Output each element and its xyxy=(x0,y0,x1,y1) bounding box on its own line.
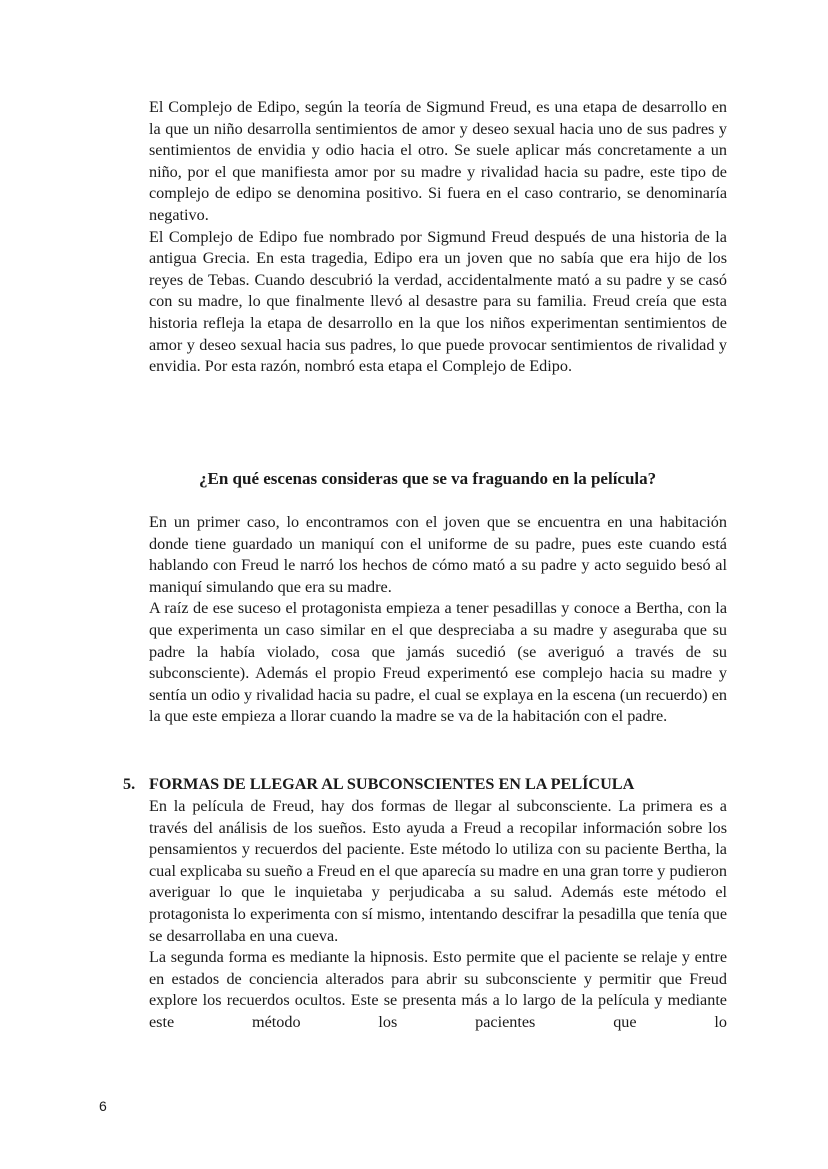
section-paragraph-2: La segunda forma es mediante la hipnosis. Esto permite que el paciente se relaje y entre en estados de conciencia alterados para abrir su subconsciente y permitir que Freud explore los recuerdos ocultos. Este se presenta más a lo largo de la película y mediante este método los pacientes que lo xyxy=(149,948,727,1031)
intro-paragraph-2: El Complejo de Edipo fue nombrado por Sigmund Freud después de una historia de la antigua Grecia. En esta tragedia, Edipo era un joven que no sabía que era hijo de los reyes de Tebas. Cuando descubrió la verdad, accidentalmente mató a su padre y se casó con su madre, lo que finalmente llevó al desastre para su familia. Freud creía que esta historia refleja la etapa de desarrollo en la que los niños experimentan sentimientos de amor y deseo sexual hacia sus padres, lo que puede provocar sentimientos de rivalidad y envidia. Por esta razón, nombró esta etapa el Complejo de Edipo. xyxy=(149,227,727,376)
section-body xyxy=(149,796,727,1034)
question-answer xyxy=(149,512,727,728)
section-heading xyxy=(123,774,743,796)
page-number: 6 xyxy=(99,1098,107,1114)
intro-paragraph-1: El Complejo de Edipo, según la teoría de Sigmund Freud, es una etapa de desarrollo en la que un niño desarrolla sentimientos de amor y deseo sexual hacia uno de sus padres y sentimientos de envidia y odio hacia el otro. Se suele aplicar más concretamente a un niño, por el que manifiesta amor por su madre y rivalidad hacia su padre, este tipo de complejo de edipo se denomina positivo. Si fuera en el caso contrario, se denominaría negativo. xyxy=(149,98,727,224)
section-title: FORMAS DE LLEGAR AL SUBCONSCIENTES EN LA PELÍCULA xyxy=(149,775,635,793)
answer-paragraph-1: En un primer caso, lo encontramos con el joven que se encuentra en una habitación donde tiene guardado un maniquí con el uniforme de su padre, pues este cuando está hablando con Freud le narró los hechos de cómo mató a su padre y acto seguido besó al maniquí simulando que era su madre. xyxy=(149,513,727,596)
section-number: 5. xyxy=(123,775,136,793)
answer-paragraph-2: A raíz de ese suceso el protagonista empieza a tener pesadillas y conoce a Bertha, con la que experimenta un caso similar en el que despreciaba a su madre y aseguraba que su padre la había violado, cosa que jamás sucedió (se averiguó a través de su subconsciente). Además el propio Freud experimentó ese complejo hacia su madre y sentía un odio y rivalidad hacia su padre, el cual se explaya en la escena (un recuerdo) en la que este empieza a llorar cuando la madre se va de la habitación con el padre. xyxy=(149,599,727,726)
section-paragraph-1: En la película de Freud, hay dos formas de llegar al subconsciente. La primera es a través del análisis de los sueños. Esto ayuda a Freud a recopilar información sobre los pensamientos y recuerdos del paciente. Este método lo utiliza con su paciente Bertha, la cual explicaba su sueño a Freud en el que aparecía su madre en una gran torre y pudieron averiguar lo que le inquietaba y perjudicaba a su salud. Además este método el protagonista lo experimenta con sí mismo, intentando descifrar la pesadilla que tenía que se desarrollaba en una cueva. xyxy=(149,797,727,945)
intro-section xyxy=(149,97,727,378)
question-heading: ¿En qué escenas consideras que se va fraguando en la película? xyxy=(199,469,657,488)
